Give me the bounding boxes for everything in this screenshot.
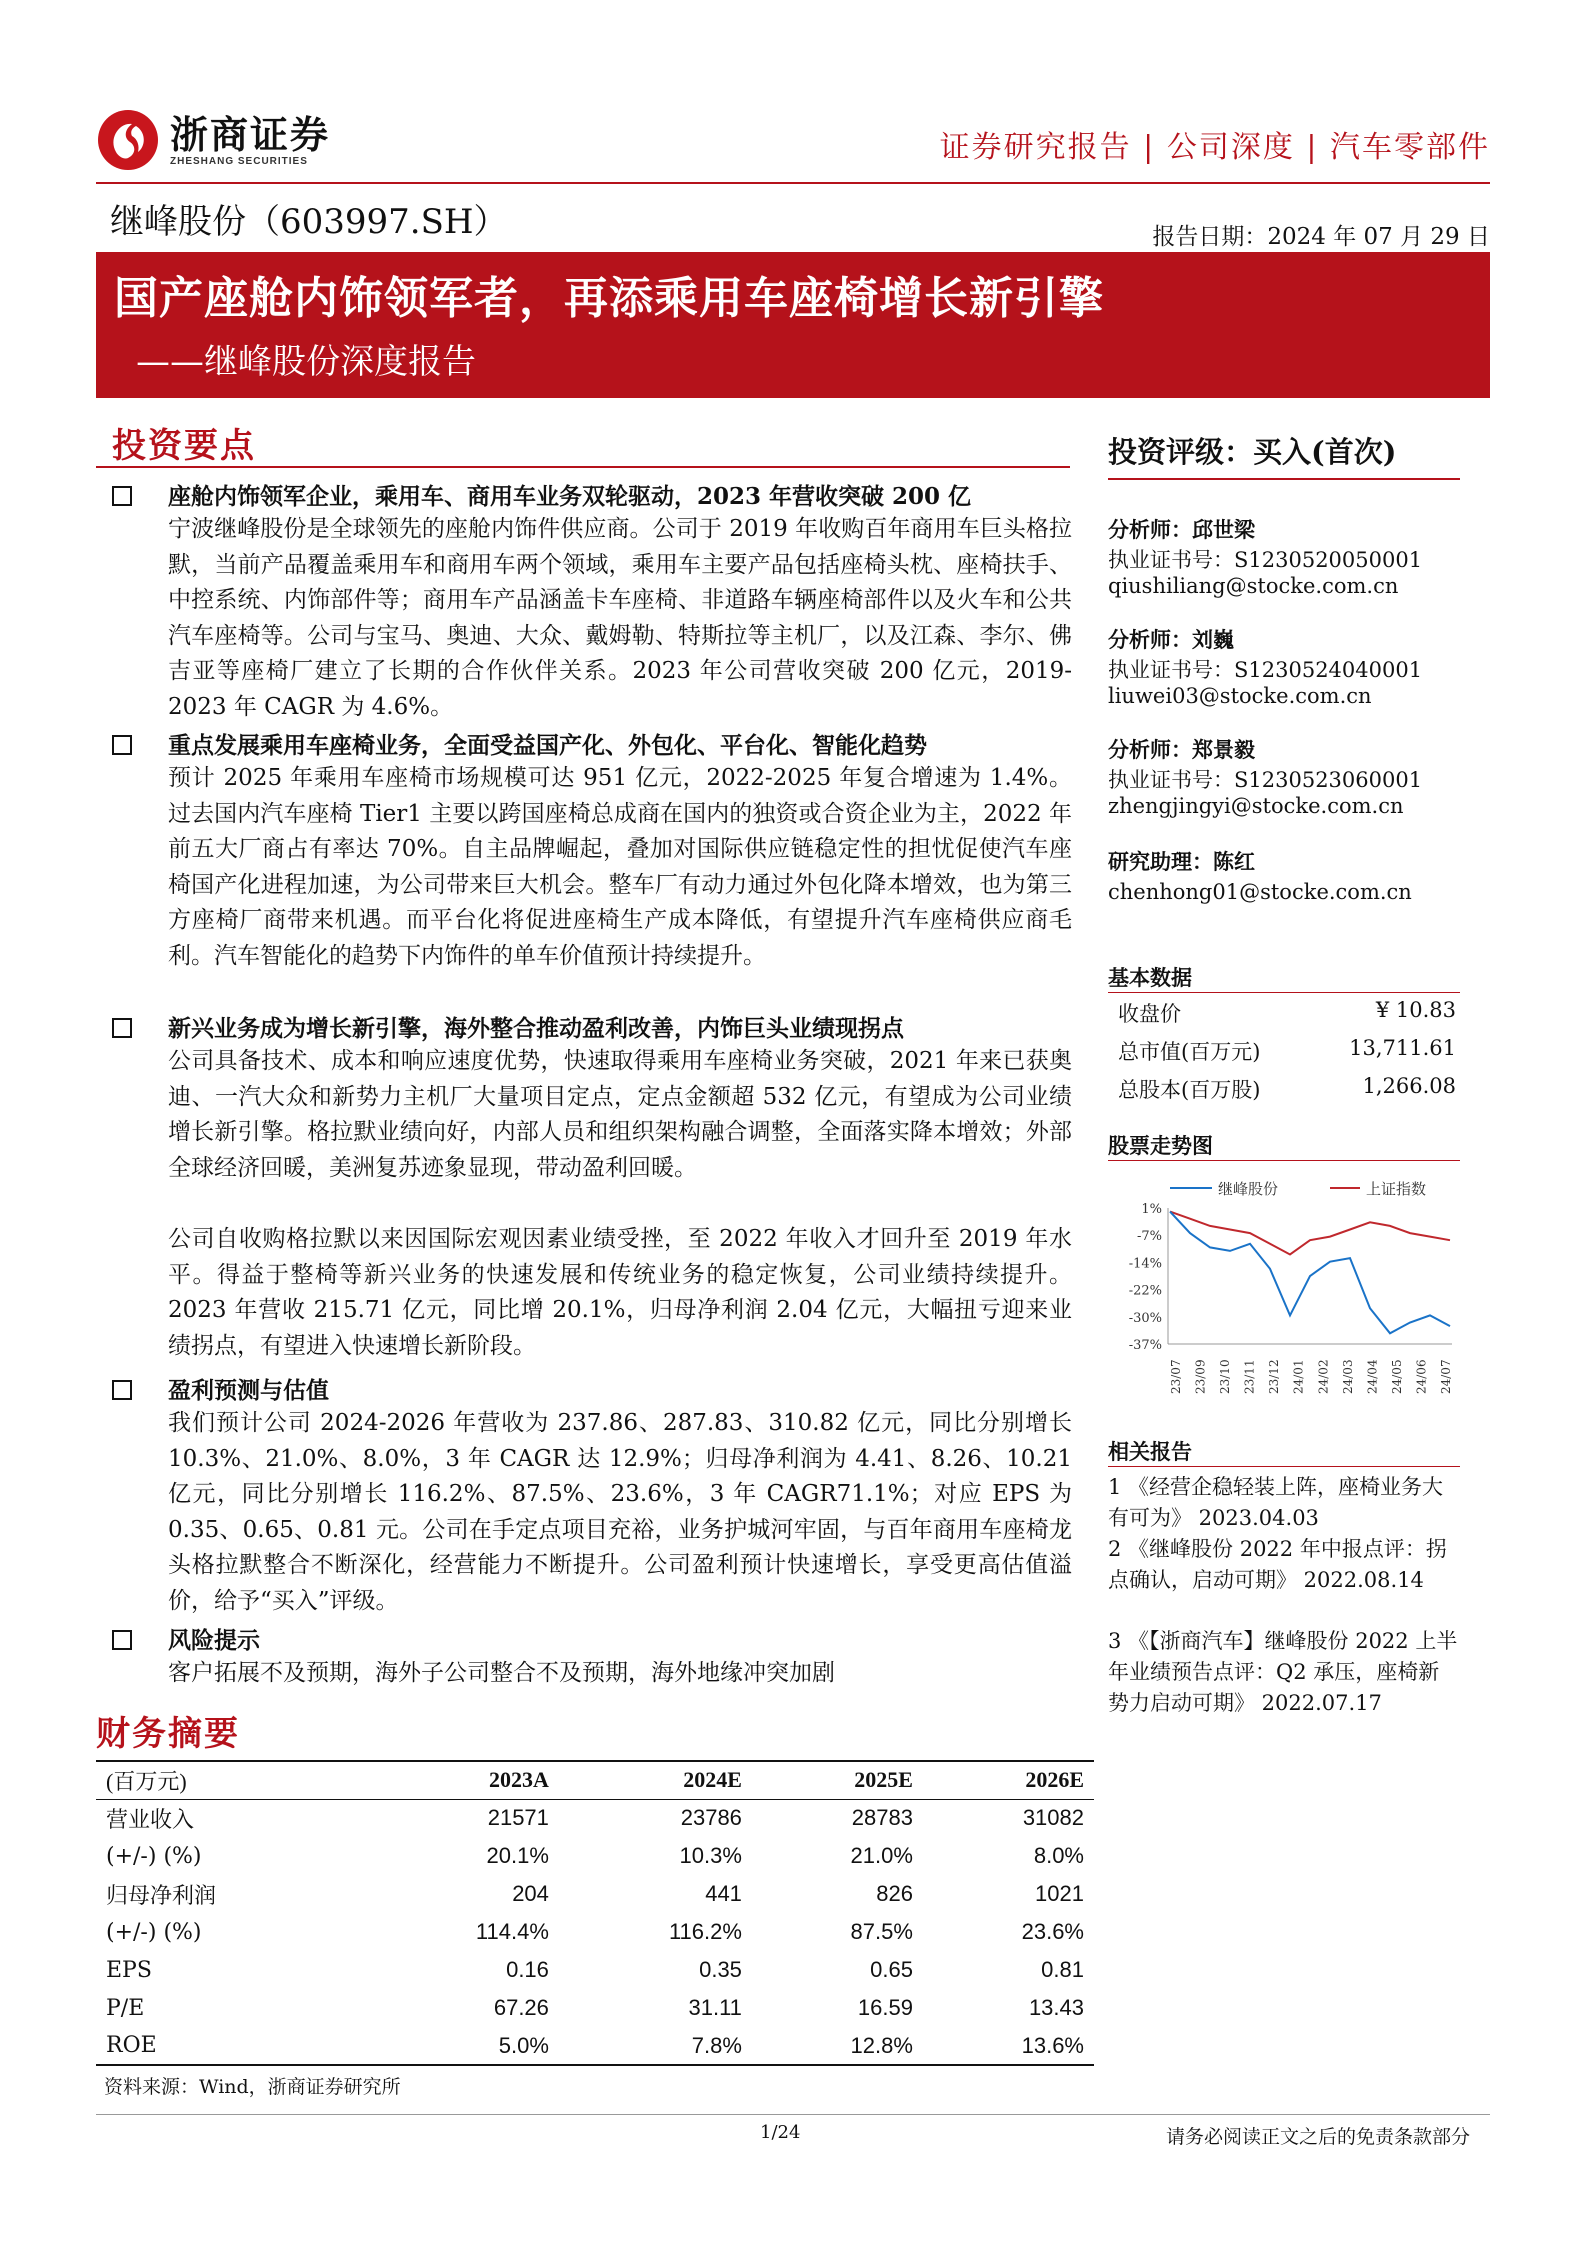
logo-english-text: ZHESHANG SECURITIES	[170, 155, 308, 167]
analyst-name: 分析师：刘巍	[1108, 627, 1234, 652]
table-row	[96, 1913, 1094, 1951]
x-tick-label: 24/04	[1365, 1359, 1380, 1394]
value-cell: 0.65	[870, 1957, 913, 1982]
company-name: 继峰股份（603997.SH）	[110, 202, 508, 242]
related-reports-heading: 相关报告	[1108, 1439, 1192, 1464]
basic-data-divider	[1108, 992, 1460, 993]
analyst-cert: 执业证书号：S1230520050001	[1108, 548, 1423, 572]
y-tick-label: -14%	[1128, 1256, 1162, 1272]
x-tick-label: 23/07	[1169, 1359, 1183, 1394]
value-cell: 116.2%	[668, 1919, 742, 1944]
value-cell: 0.35	[699, 1957, 742, 1982]
rating-divider	[1108, 478, 1460, 480]
investment-rating: 投资评级：买入(首次)	[1108, 435, 1397, 469]
value-cell: 204	[512, 1881, 549, 1906]
analyst-email: zhengjingyi@stocke.com.cn	[1108, 794, 1404, 818]
table-header-row	[96, 1761, 1094, 1799]
value-cell: 0.16	[506, 1957, 549, 1982]
value-cell: 5.0%	[366, 2027, 559, 2065]
value-cell: 21571	[487, 1805, 549, 1831]
table-row	[96, 1989, 1094, 2027]
row-label-cell: (+/-) (%)	[106, 1919, 202, 1945]
value-cell: 826	[876, 1881, 913, 1906]
point-paragraph: 公司自收购格拉默以来因国际宏观因素业绩受挫，至 2022 年收入才回升至 2019 年水平。得益于整椅等新兴业务的快速发展和传统业务的稳定恢复，公司业绩持续提升。2023 年营收 215.71 亿元，同比增 20.1%，归母净利润 2.04 亿元，大幅扭亏迎来业绩拐点，有望进入快速增长新阶段。	[168, 1226, 1072, 1359]
basic-data-value: 13,711.61	[1349, 1036, 1456, 1060]
value-cell: 21.0%	[850, 1843, 913, 1868]
value-cell: 13.43	[1028, 1995, 1084, 2020]
point-heading: 座舱内饰领军企业，乘用车、商用车业务双轮驱动，2023 年营收突破 200 亿	[168, 483, 972, 510]
table-row	[96, 1837, 1094, 1875]
stock-trend-chart	[1108, 1168, 1460, 1400]
legend-label-index: 上证指数	[1366, 1180, 1427, 1198]
section-divider	[96, 466, 1070, 468]
y-tick-label: -22%	[1128, 1283, 1162, 1299]
chart-legend	[1170, 1180, 1426, 1198]
x-tick-label: 24/06	[1414, 1359, 1429, 1394]
x-tick-label: 24/07	[1439, 1359, 1453, 1394]
assistant-name: 研究助理：陈红	[1108, 849, 1255, 874]
table-header-cell: 2026E	[923, 1761, 1094, 1799]
basic-data-label: 收盘价	[1118, 1002, 1181, 1026]
row-label-cell: 归母净利润	[106, 1883, 217, 1909]
analyst-cert: 执业证书号：S1230523060001	[1108, 768, 1423, 792]
point-heading: 盈利预测与估值	[168, 1377, 329, 1404]
related-report-item[interactable]: 2 《继峰股份 2022 年中报点评：拐点确认，启动可期》 2022.08.14	[1108, 1537, 1447, 1592]
basic-data-value: 1,266.08	[1362, 1074, 1456, 1098]
header-divider	[96, 182, 1490, 184]
point-paragraph: 宁波继峰股份是全球领先的座舱内饰件供应商。公司于 2019 年收购百年商用车巨头格拉默，当前产品覆盖乘用车和商用车两个领域，乘用车主要产品包括座椅头枕、座椅扶手、中控系统、内饰部件等；商用车产品涵盖卡车座椅、非道路车辆座椅部件以及火车和公共汽车座椅等。公司与宝马、奥迪、大众、戴姆勒、特斯拉等主机厂，以及江森、李尔、佛吉亚等座椅厂建立了长期的合作伙伴关系。2023 年公司营收突破 200 亿元，2019-2023 年 CAGR 为 4.6%。	[168, 516, 1072, 720]
bullet-square-icon	[112, 1380, 132, 1400]
value-cell: 10.3%	[679, 1843, 742, 1868]
table-row	[96, 1875, 1094, 1913]
value-cell: 23.6%	[1021, 1919, 1084, 1944]
related-reports-divider	[1108, 1466, 1460, 1467]
value-cell: 31082	[1022, 1805, 1084, 1831]
table-header-cell: 2025E	[752, 1761, 923, 1799]
value-cell: 7.8%	[559, 2027, 752, 2065]
bullet-square-icon	[112, 486, 132, 506]
table-header-cell: 2024E	[559, 1761, 752, 1799]
assistant-email: chenhong01@stocke.com.cn	[1108, 880, 1412, 904]
row-label-cell: ROE	[96, 2027, 366, 2065]
footer-divider	[96, 2114, 1490, 2115]
value-cell: 1021	[1035, 1881, 1084, 1906]
page-number: 1/24	[760, 2122, 801, 2143]
report-category: 证券研究报告 | 公司深度 | 汽车零部件	[939, 130, 1490, 165]
value-cell: 20.1%	[486, 1843, 549, 1868]
y-tick-label: 1%	[1141, 1202, 1162, 1217]
value-cell: 67.26	[493, 1995, 549, 2020]
table-row	[96, 2027, 1094, 2065]
basic-data-heading: 基本数据	[1108, 965, 1192, 990]
analyst-cert: 执业证书号：S1230524040001	[1108, 658, 1423, 682]
y-tick-label: -30%	[1128, 1310, 1162, 1326]
x-tick-label: 23/10	[1218, 1359, 1233, 1394]
value-cell: 8.0%	[1033, 1843, 1084, 1868]
x-tick-label: 24/03	[1340, 1359, 1355, 1394]
y-tick-label: -7%	[1136, 1229, 1162, 1245]
point-paragraph: 预计 2025 年乘用车座椅市场规模可达 951 亿元，2022-2025 年复合增速为 1.4%。过去国内汽车座椅 Tier1 主要以跨国座椅总成商在国内的独资或合资企业为主，2022 年前五大厂商占有率达 70%。自主品牌崛起，叠加对国际供应链稳定性的担忧促使汽车座椅国产化进程加速，为公司带来巨大机会。整车厂有动力通过外包化降本增效，也为第三方座椅厂商带来机遇。而平台化将促进座椅生产成本降低，有望提升汽车座椅供应商毛利。汽车智能化的趋势下内饰件的单车价值预计持续提升。	[168, 765, 1072, 969]
analyst-email: liuwei03@stocke.com.cn	[1108, 684, 1372, 708]
table-header-cell: 2023A	[366, 1761, 559, 1799]
disclaimer-note: 请务必阅读正文之后的免责条款部分	[1165, 2126, 1470, 2148]
table-row	[96, 1951, 1094, 1989]
basic-data-label: 总市值(百万元)	[1118, 1040, 1261, 1064]
bullet-square-icon	[112, 735, 132, 755]
y-tick-label: -37%	[1128, 1338, 1162, 1353]
x-tick-label: 24/01	[1291, 1359, 1306, 1394]
basic-data-row	[1108, 998, 1460, 1028]
value-cell: 12.8%	[752, 2027, 923, 2065]
row-label-cell: (+/-) (%)	[106, 1843, 202, 1869]
basic-data-label: 总股本(百万股)	[1118, 1078, 1261, 1102]
financial-heading: 财务摘要	[96, 1714, 240, 1754]
company-logo	[96, 100, 396, 180]
point-heading: 重点发展乘用车座椅业务，全面受益国产化、外包化、平台化、智能化趋势	[168, 732, 927, 759]
point-paragraph: 公司具备技术、成本和响应速度优势，快速取得乘用车座椅业务突破，2021 年来已获奥迪、一汽大众和新势力主机厂大量项目定点，定点金额超 532 亿元，有望成为公司业绩增长新引擎。格拉默业绩向好，内部人员和组织架构融合调整，全面落实降本增效；外部全球经济回暖，美洲复苏迹象显现，带动盈利回暖。	[168, 1048, 1072, 1181]
value-cell: 0.81	[1041, 1957, 1084, 1982]
x-tick-label: 24/02	[1316, 1359, 1331, 1394]
point-heading: 风险提示	[168, 1627, 260, 1654]
analyst-name: 分析师：邱世梁	[1108, 517, 1255, 542]
row-label-cell: 营业收入	[106, 1807, 195, 1833]
report-date: 报告日期：2024 年 07 月 29 日	[1152, 224, 1490, 250]
point-paragraph: 客户拓展不及预期，海外子公司整合不及预期，海外地缘冲突加剧	[168, 1660, 835, 1686]
related-report-item[interactable]: 3 《【浙商汽车】继峰股份 2022 上半年业绩预告点评：Q2 承压，座椅新势力启动可期》 2022.07.17	[1108, 1629, 1458, 1715]
value-cell: 28783	[851, 1805, 913, 1831]
point-heading: 新兴业务成为增长新引擎，海外整合推动盈利改善，内饰巨头业绩现拐点	[168, 1015, 904, 1042]
report-title: 国产座舱内饰领军者，再添乘用车座椅增长新引擎	[114, 273, 1104, 324]
bullet-square-icon	[112, 1630, 132, 1650]
basic-data-value: ¥ 10.83	[1375, 998, 1456, 1022]
related-report-item[interactable]: 1 《经营企稳轻装上阵，座椅业务大有可为》 2023.04.03	[1108, 1475, 1444, 1530]
row-label-cell: P/E	[106, 1995, 145, 2021]
x-tick-label: 23/11	[1242, 1359, 1257, 1394]
bullet-square-icon	[112, 1018, 132, 1038]
stock-chart-divider	[1108, 1160, 1460, 1161]
logo-chinese-text: 浙商证券	[170, 112, 331, 157]
series-line-stock	[1170, 1212, 1450, 1334]
value-cell: 16.59	[857, 1995, 913, 2020]
legend-label-stock: 继峰股份	[1218, 1180, 1279, 1198]
financial-table	[96, 1760, 1094, 2066]
stock-chart-heading: 股票走势图	[1108, 1133, 1213, 1158]
value-cell: 23786	[680, 1805, 742, 1831]
value-cell: 31.11	[688, 1995, 742, 2020]
analyst-name: 分析师：郑景毅	[1108, 737, 1255, 762]
value-cell: 114.4%	[475, 1919, 549, 1944]
basic-data-row	[1108, 1036, 1460, 1066]
value-cell: 441	[705, 1881, 742, 1906]
x-tick-label: 23/09	[1193, 1359, 1208, 1394]
value-cell: 13.6%	[923, 2027, 1094, 2065]
basic-data-row	[1108, 1074, 1460, 1104]
table-row	[96, 1799, 1094, 1837]
analyst-email: qiushiliang@stocke.com.cn	[1108, 574, 1399, 598]
x-tick-label: 23/12	[1267, 1359, 1282, 1394]
x-tick-label: 24/05	[1389, 1359, 1404, 1394]
report-subtitle: ——继峰股份深度报告	[136, 342, 476, 382]
zheshang-logo-icon	[96, 108, 160, 172]
table-header-cell: (百万元)	[96, 1761, 366, 1799]
row-label-cell: EPS	[106, 1957, 152, 1983]
investment-heading: 投资要点	[112, 426, 256, 466]
data-source: 资料来源：Wind，浙商证券研究所	[104, 2076, 401, 2098]
value-cell: 87.5%	[850, 1919, 913, 1944]
point-paragraph: 我们预计公司 2024-2026 年营收为 237.86、287.83、310.82 亿元，同比分别增长 10.3%、21.0%、8.0%，3 年 CAGR 达 12.9%；归母净利润为 4.41、8.26、10.21 亿元，同比分别增长 116.2%、87.5%、23.6%，3 年 CAGR71.1%；对应 EPS 为 0.35、0.65、0.81 元。公司在手定点项目充裕，业务护城河牢固，与百年商用车座椅龙头格拉默整合不断深化，经营能力不断提升。公司盈利预计快速增长，享受更高估值溢价，给予“买入”评级。	[168, 1410, 1072, 1614]
title-banner	[96, 252, 1490, 398]
